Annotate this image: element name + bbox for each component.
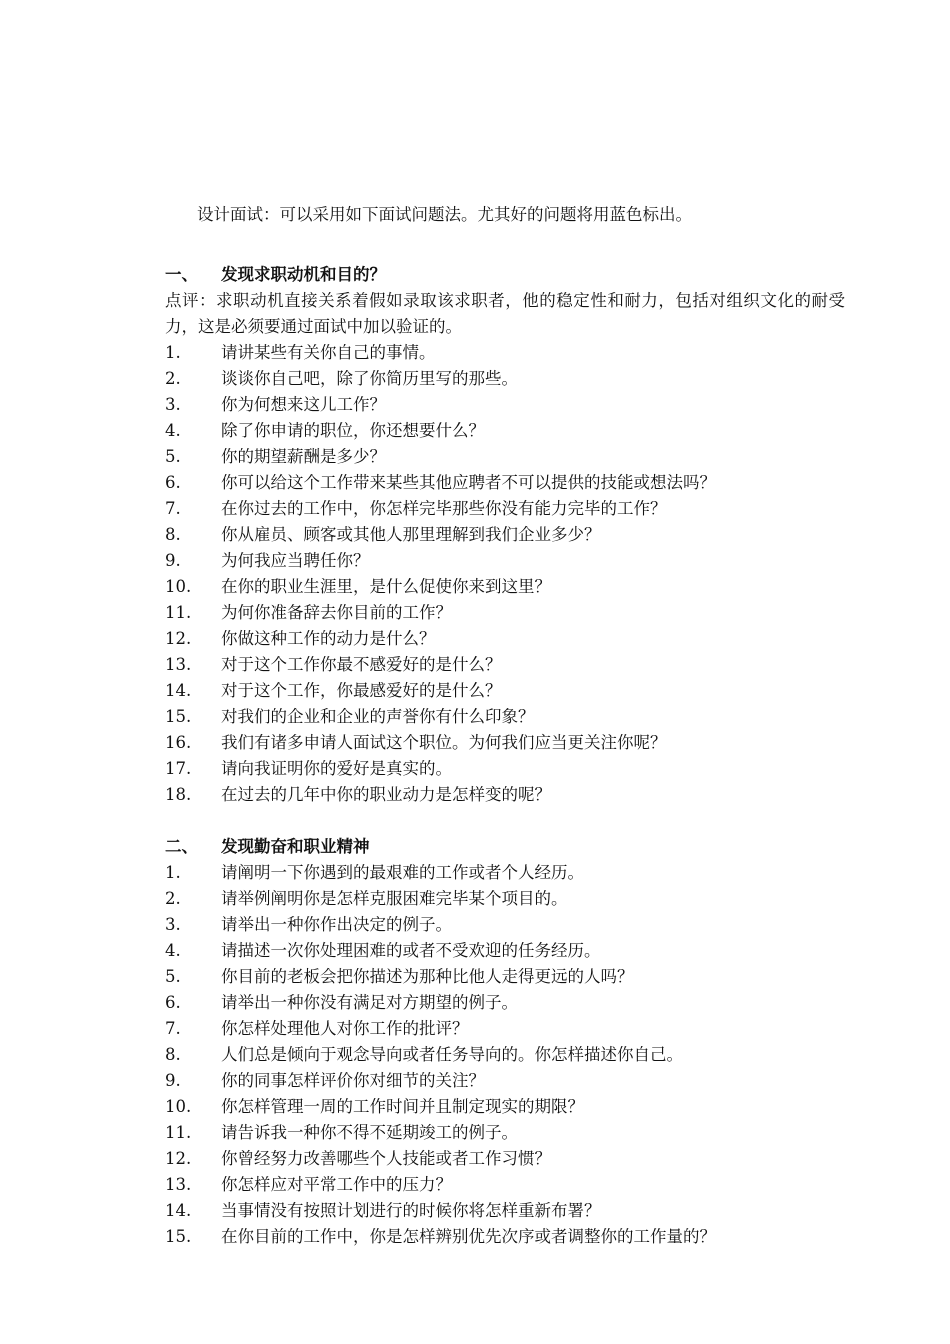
question-number: 7. — [165, 499, 181, 518]
question-number: 2. — [165, 889, 181, 908]
question-number: 17. — [165, 759, 192, 778]
section-diligence — [165, 834, 845, 1250]
question-text: 在过去的几年中你的职业动力是怎样变的呢？ — [221, 785, 551, 804]
question-item — [165, 574, 845, 600]
question-list — [165, 860, 845, 1250]
question-item — [165, 1172, 845, 1198]
section-title: 发现求职动机和目的？ — [221, 265, 386, 284]
question-text: 当事情没有按照计划进行的时候你将怎样重新布署？ — [221, 1201, 601, 1220]
question-text: 为何我应当聘任你？ — [221, 551, 370, 570]
question-text: 你做这种工作的动力是什么？ — [221, 629, 436, 648]
question-list — [165, 340, 845, 808]
question-item — [165, 886, 845, 912]
question-number: 10. — [165, 577, 192, 596]
question-item — [165, 626, 845, 652]
question-item — [165, 704, 845, 730]
question-item — [165, 496, 845, 522]
question-number: 9. — [165, 551, 181, 570]
question-item — [165, 990, 845, 1016]
question-text: 对我们的企业和企业的声誉你有什么印象？ — [221, 707, 535, 726]
question-number: 13. — [165, 655, 192, 674]
question-number: 15. — [165, 707, 192, 726]
question-number: 5. — [165, 447, 181, 466]
question-item — [165, 678, 845, 704]
question-text: 你曾经努力改善哪些个人技能或者工作习惯？ — [221, 1149, 551, 1168]
question-item — [165, 1120, 845, 1146]
question-text: 请描述一次你处理困难的或者不受欢迎的任务经历。 — [221, 941, 601, 960]
question-text: 除了你申请的职位，你还想要什么？ — [221, 421, 485, 440]
question-number: 2. — [165, 369, 181, 388]
question-number: 12. — [165, 1149, 192, 1168]
question-number: 16. — [165, 733, 192, 752]
question-item — [165, 1016, 845, 1042]
question-number: 6. — [165, 993, 181, 1012]
section-comment: 点评：求职动机直接关系着假如录取该求职者，他的稳定性和耐力，包括对组织文化的耐受力，这是必须要通过面试中加以验证的。 — [165, 291, 845, 336]
question-text: 请举例阐明你是怎样克服困难完毕某个项目的。 — [221, 889, 568, 908]
question-number: 5. — [165, 967, 181, 986]
question-number: 10. — [165, 1097, 192, 1116]
question-item — [165, 1094, 845, 1120]
question-number: 4. — [165, 941, 181, 960]
question-number: 3. — [165, 395, 181, 414]
question-number: 8. — [165, 1045, 181, 1064]
question-item — [165, 548, 845, 574]
section-heading — [165, 262, 845, 288]
section-motivation — [165, 262, 845, 808]
question-text: 对于这个工作你最不感爱好的是什么？ — [221, 655, 502, 674]
question-text: 你可以给这个工作带来某些其他应聘者不可以提供的技能或想法吗？ — [221, 473, 716, 492]
section-heading — [165, 834, 845, 860]
question-number: 1. — [165, 863, 181, 882]
question-text: 你的期望薪酬是多少？ — [221, 447, 386, 466]
question-item — [165, 340, 845, 366]
question-item — [165, 860, 845, 886]
question-text: 请举出一种你没有满足对方期望的例子。 — [221, 993, 518, 1012]
question-text: 请讲某些有关你自己的事情。 — [221, 343, 436, 362]
question-text: 我们有诸多申请人面试这个职位。为何我们应当更关注你呢？ — [221, 733, 667, 752]
question-item — [165, 652, 845, 678]
question-text: 你怎样应对平常工作中的压力？ — [221, 1175, 452, 1194]
question-item — [165, 470, 845, 496]
section-number: 二、 — [165, 837, 198, 856]
section-title: 发现勤奋和职业精神 — [221, 837, 370, 856]
question-item — [165, 730, 845, 756]
question-text: 你为何想来这儿工作？ — [221, 395, 386, 414]
question-text: 你怎样管理一周的工作时间并且制定现实的期限？ — [221, 1097, 584, 1116]
question-item — [165, 1068, 845, 1094]
question-item — [165, 444, 845, 470]
question-item — [165, 1042, 845, 1068]
question-text: 你的同事怎样评价你对细节的关注？ — [221, 1071, 485, 1090]
question-text: 请向我证明你的爱好是真实的。 — [221, 759, 452, 778]
question-number: 18. — [165, 785, 192, 804]
question-text: 请告诉我一种你不得不延期竣工的例子。 — [221, 1123, 518, 1142]
question-item — [165, 756, 845, 782]
question-text: 为何你准备辞去你目前的工作？ — [221, 603, 452, 622]
question-number: 3. — [165, 915, 181, 934]
question-text: 请举出一种你作出决定的例子。 — [221, 915, 452, 934]
question-item — [165, 600, 845, 626]
section-number: 一、 — [165, 265, 198, 284]
question-item — [165, 392, 845, 418]
intro-paragraph: 设计面试：可以采用如下面试问题法。尤其好的问题将用蓝色标出。 — [197, 205, 692, 224]
question-text: 你怎样处理他人对你工作的批评？ — [221, 1019, 469, 1038]
question-item — [165, 366, 845, 392]
question-number: 14. — [165, 681, 192, 700]
question-number: 9. — [165, 1071, 181, 1090]
question-text: 对于这个工作，你最感爱好的是什么？ — [221, 681, 502, 700]
question-text: 在你过去的工作中，你怎样完毕那些你没有能力完毕的工作？ — [221, 499, 667, 518]
question-text: 谈谈你自己吧，除了你简历里写的那些。 — [221, 369, 518, 388]
question-number: 11. — [165, 1123, 192, 1142]
question-text: 在你目前的工作中，你是怎样辨别优先次序或者调整你的工作量的？ — [221, 1227, 716, 1246]
question-item — [165, 418, 845, 444]
question-item — [165, 1224, 845, 1250]
question-number: 4. — [165, 421, 181, 440]
question-number: 11. — [165, 603, 192, 622]
question-item — [165, 782, 845, 808]
question-item — [165, 964, 845, 990]
question-item — [165, 938, 845, 964]
question-number: 15. — [165, 1227, 192, 1246]
question-item — [165, 1198, 845, 1224]
question-number: 12. — [165, 629, 192, 648]
question-number: 8. — [165, 525, 181, 544]
question-text: 人们总是倾向于观念导向或者任务导向的。你怎样描述你自己。 — [221, 1045, 683, 1064]
question-number: 1. — [165, 343, 181, 362]
question-number: 14. — [165, 1201, 192, 1220]
question-text: 你从雇员、顾客或其他人那里理解到我们企业多少？ — [221, 525, 601, 544]
question-number: 6. — [165, 473, 181, 492]
question-item — [165, 912, 845, 938]
question-item — [165, 1146, 845, 1172]
question-number: 7. — [165, 1019, 181, 1038]
question-text: 在你的职业生涯里，是什么促使你来到这里？ — [221, 577, 551, 596]
question-item — [165, 522, 845, 548]
question-number: 13. — [165, 1175, 192, 1194]
question-text: 请阐明一下你遇到的最艰难的工作或者个人经历。 — [221, 863, 584, 882]
question-text: 你目前的老板会把你描述为那种比他人走得更远的人吗？ — [221, 967, 634, 986]
